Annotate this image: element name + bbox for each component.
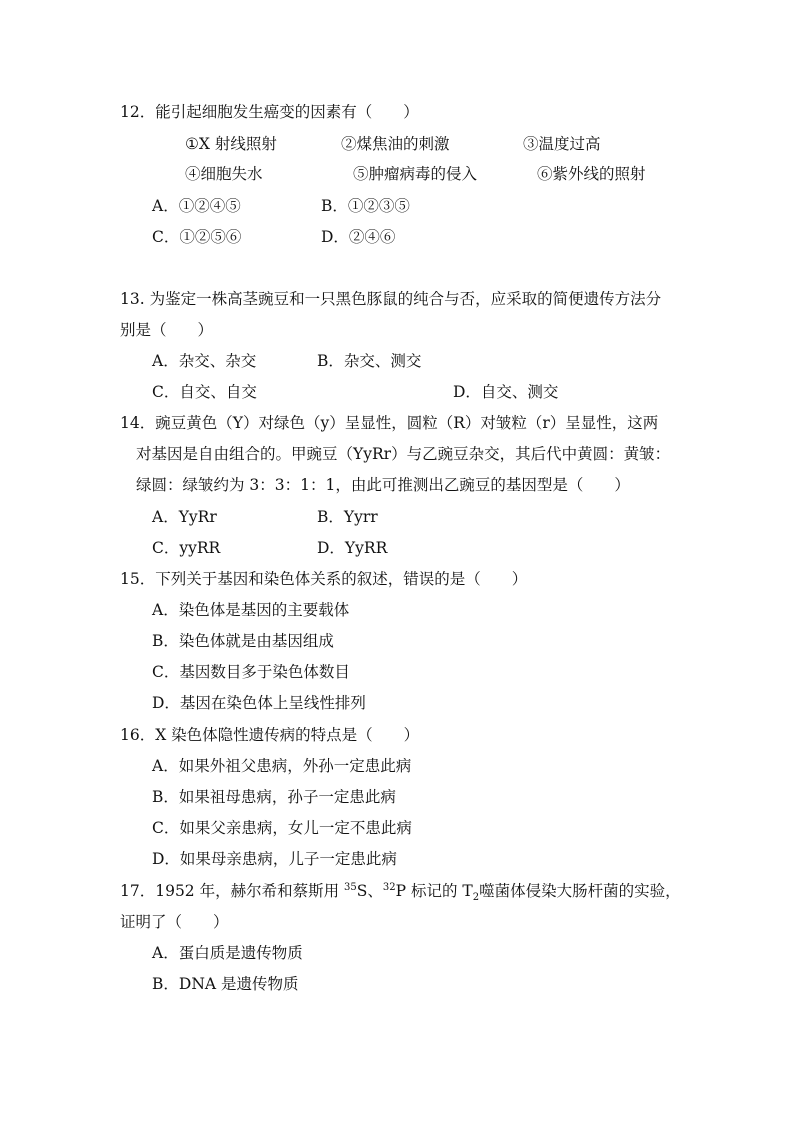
q12-factor-3: ③温度过高 bbox=[523, 135, 601, 153]
q15-option-b: B．染色体就是由基因组成 bbox=[152, 632, 334, 650]
q14-stem-line1: 14．豌豆黄色（Y）对绿色（y）呈显性，圆粒（R）对皱粒（r）呈显性，这两 bbox=[120, 414, 659, 432]
q12-option-b: B．①②③⑤ bbox=[321, 197, 410, 215]
q17-option-b: B．DNA 是遗传物质 bbox=[152, 975, 299, 993]
q14-stem-line2: 对基因是自由组合的。甲豌豆（YyRr）与乙豌豆杂交，其后代中黄圆：黄皱： bbox=[136, 445, 671, 463]
q16-option-d: D．如果母亲患病，儿子一定患此病 bbox=[152, 850, 397, 868]
q17-stem-part-d: 噬菌体侵染大肠杆菌的实验， bbox=[479, 882, 681, 900]
q12-factor-5: ⑤肿瘤病毒的侵入 bbox=[353, 165, 478, 183]
q15-stem: 15．下列关于基因和染色体关系的叙述，错误的是（ ） bbox=[120, 570, 528, 588]
q12-option-c: C．①②⑤⑥ bbox=[152, 228, 242, 246]
q15-option-c: C．基因数目多于染色体数目 bbox=[152, 663, 350, 681]
q12-factor-4: ④细胞失水 bbox=[185, 165, 263, 183]
q16-option-a: A．如果外祖父患病，外孙一定患此病 bbox=[152, 757, 412, 775]
q17-subscript-2: 2 bbox=[472, 892, 480, 904]
q12-factor-2: ②煤焦油的刺激 bbox=[341, 135, 450, 153]
q17-option-a: A．蛋白质是遗传物质 bbox=[152, 944, 303, 962]
q12-factor-1: ①X 射线照射 bbox=[185, 135, 277, 153]
q17-stem-part-a: 17．1952 年，赫尔希和蔡斯用 bbox=[120, 882, 345, 900]
q17-stem-part-c: P 标记的 T bbox=[395, 882, 473, 900]
q13-stem-line1: 13. 为鉴定一株高茎豌豆和一只黑色豚鼠的纯合与否，应采取的简便遗传方法分 bbox=[120, 290, 662, 308]
q17-stem-part-b: S、 bbox=[356, 882, 383, 900]
q16-option-b: B．如果祖母患病，孙子一定患此病 bbox=[152, 788, 396, 806]
q14-option-c: C．yyRR bbox=[152, 539, 221, 557]
q15-option-d: D．基因在染色体上呈线性排列 bbox=[152, 694, 366, 712]
q13-option-b: B．杂交、测交 bbox=[317, 352, 422, 370]
q13-stem-line2: 别是（ ） bbox=[120, 321, 214, 339]
q16-stem: 16．X 染色体隐性遗传病的特点是（ ） bbox=[120, 726, 420, 744]
q13-option-a: A．杂交、杂交 bbox=[152, 352, 257, 370]
q17-superscript-32: 32 bbox=[382, 881, 396, 893]
q13-option-d: D．自交、测交 bbox=[453, 383, 559, 401]
q17-stem-line1 bbox=[120, 881, 681, 904]
q13-option-c: C．自交、自交 bbox=[152, 383, 257, 401]
q16-option-c: C．如果父亲患病，女儿一定不患此病 bbox=[152, 819, 412, 837]
q12-option-d: D．②④⑥ bbox=[321, 228, 396, 246]
q17-stem-line2: 证明了（ ） bbox=[120, 913, 229, 931]
q15-option-a: A．染色体是基因的主要载体 bbox=[152, 601, 350, 619]
q12-factor-6: ⑥紫外线的照射 bbox=[537, 165, 646, 183]
q12-option-a: A．①②④⑤ bbox=[152, 197, 241, 215]
q14-option-d: D．YyRR bbox=[317, 539, 388, 557]
q12-stem: 12．能引起细胞发生癌变的因素有（ ） bbox=[120, 103, 419, 121]
q14-option-b: B．Yyrr bbox=[317, 508, 378, 526]
q14-option-a: A．YyRr bbox=[152, 508, 217, 526]
q17-superscript-35: 35 bbox=[344, 881, 357, 893]
q14-stem-line3: 绿圆：绿皱约为 3：3：1：1，由此可推测出乙豌豆的基因型是（ ） bbox=[136, 476, 630, 494]
